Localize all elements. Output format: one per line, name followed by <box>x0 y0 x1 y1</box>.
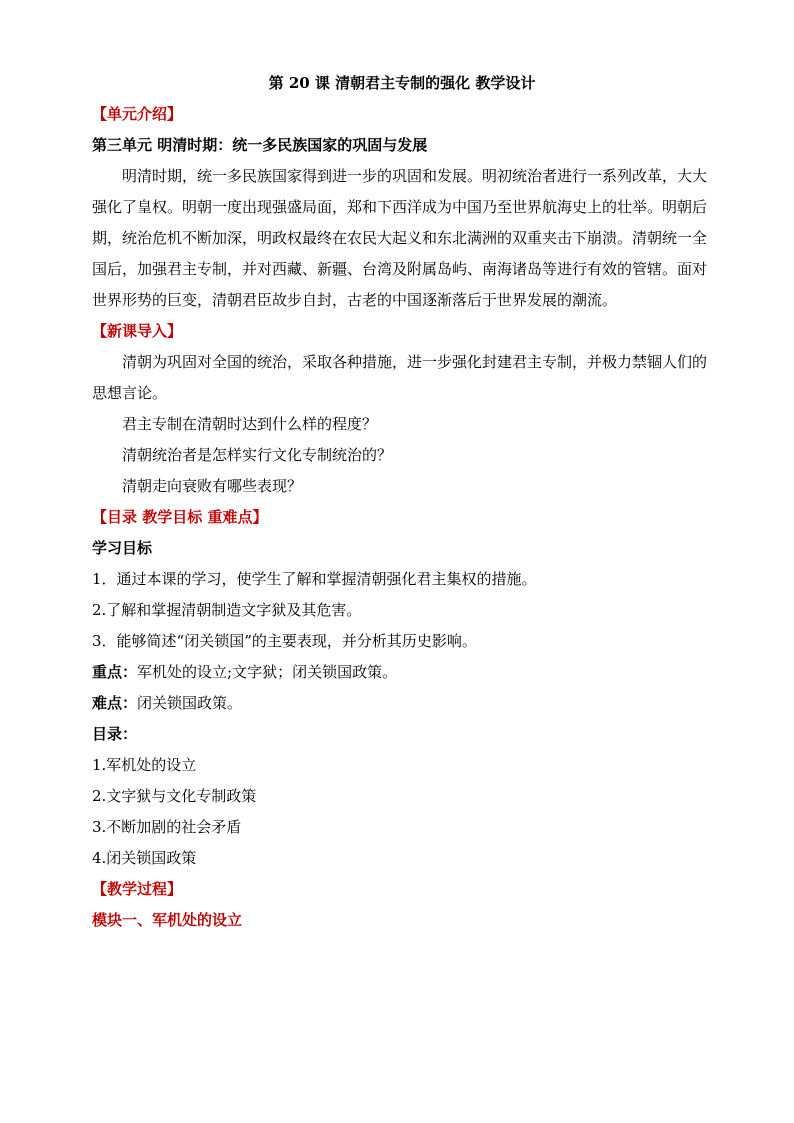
toc-label: 目录： <box>92 725 138 743</box>
key-points-text: 军机处的设立;文字狱；闭关锁国政策。 <box>137 663 398 681</box>
section-heading-unit: 【单元介绍】 <box>92 105 183 123</box>
difficult-points <box>92 688 712 719</box>
goal-item: 1．通过本课的学习，使学生了解和掌握清朝强化君主集权的措施。 <box>92 570 537 588</box>
goals-heading: 学习目标 <box>92 539 153 557</box>
key-points <box>92 657 712 688</box>
toc-item: 2.文字狱与文化专制政策 <box>92 787 257 805</box>
section-heading-intro: 【新课导入】 <box>92 322 183 340</box>
difficult-points-label: 难点： <box>92 694 138 712</box>
difficult-points-text: 闭关锁国政策。 <box>137 694 243 712</box>
question-item: 清朝统治者是怎样实行文化专制统治的？ <box>122 446 393 464</box>
toc-item: 1.军机处的设立 <box>92 756 197 774</box>
unit-heading: 第三单元 明清时期：统一多民族国家的巩固与发展 <box>92 136 428 154</box>
section-heading-process: 【教学过程】 <box>92 880 183 898</box>
key-points-label: 重点： <box>92 663 138 681</box>
page-title: 第 20 课 清朝君主专制的强化 教学设计 <box>268 74 536 92</box>
goal-item: 2.了解和掌握清朝制造文字狱及其危害。 <box>92 601 362 619</box>
goal-item: 3．能够简述“闭关锁国”的主要表现，并分析其历史影响。 <box>92 632 477 650</box>
toc-item: 4.闭关锁国政策 <box>92 849 197 867</box>
document-page <box>92 72 712 936</box>
section-heading-goals: 【目录 教学目标 重难点】 <box>92 508 268 526</box>
question-item: 君主专制在清朝时达到什么样的程度？ <box>122 415 378 433</box>
intro-paragraph: 清朝为巩固对全国的统治，采取各种措施，进一步强化封建君主专制，并极力禁锢人们的思想言论。 <box>92 353 708 402</box>
unit-paragraph: 明清时期，统一多民族国家得到进一步的巩固和发展。明初统治者进行一系列改革，大大强化了皇权。明朝一度出现强盛局面，郑和下西洋成为中国乃至世界航海史上的壮举。明朝后期，统治危机不断加深，明政权最终在农民大起义和东北满洲的双重夹击下崩溃。清朝统一全国后，加强君主专制，并对西藏、新疆、台湾及附属岛屿、南海诸岛等进行有效的管辖。面对世界形势的巨变，清朝君臣故步自封，古老的中国逐渐落后于世界发展的潮流。 <box>92 167 708 309</box>
question-item: 清朝走向衰败有哪些表现？ <box>122 477 303 495</box>
toc-item: 3.不断加剧的社会矛盾 <box>92 818 242 836</box>
module-heading: 模块一、军机处的设立 <box>92 911 243 929</box>
